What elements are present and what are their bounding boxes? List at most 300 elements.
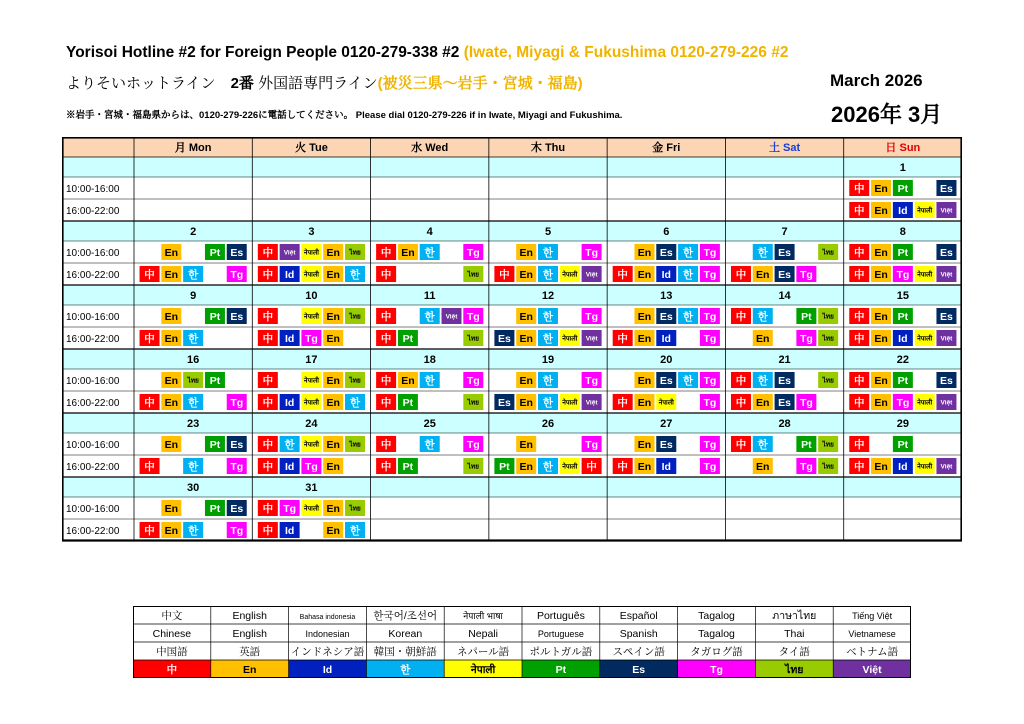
svg-text:Es: Es bbox=[940, 246, 953, 259]
language-badge-ne bbox=[301, 308, 321, 324]
svg-text:En: En bbox=[637, 332, 652, 345]
svg-text:Id: Id bbox=[284, 460, 295, 473]
language-badge-en bbox=[634, 436, 654, 452]
language-badge-pt bbox=[893, 372, 913, 388]
svg-text:한: 한 bbox=[542, 246, 554, 259]
language-badge-tg bbox=[700, 330, 720, 346]
svg-text:한: 한 bbox=[349, 396, 361, 409]
svg-text:Es: Es bbox=[230, 438, 244, 451]
weekday-label: 月 Mon bbox=[174, 142, 212, 154]
svg-text:中: 中 bbox=[380, 396, 392, 409]
language-badge-pt bbox=[205, 372, 225, 388]
svg-text:En: En bbox=[519, 438, 533, 451]
svg-text:Tg: Tg bbox=[703, 268, 717, 281]
language-badge-en bbox=[634, 330, 654, 346]
svg-text:한: 한 bbox=[683, 374, 694, 387]
language-badge-ko bbox=[753, 372, 773, 388]
svg-text:中: 中 bbox=[262, 460, 274, 473]
svg-text:Tg: Tg bbox=[283, 502, 297, 515]
language-badge-pt bbox=[398, 394, 418, 410]
svg-text:中: 中 bbox=[380, 460, 392, 473]
svg-text:한: 한 bbox=[424, 438, 435, 451]
svg-text:한: 한 bbox=[542, 310, 554, 323]
language-badge-pt bbox=[398, 458, 418, 474]
svg-text:中: 中 bbox=[262, 332, 274, 345]
svg-text:Id: Id bbox=[898, 332, 908, 345]
language-badge-es bbox=[656, 372, 676, 388]
day-number: 17 bbox=[305, 354, 318, 366]
time-slot-label: 16:00-22:00 bbox=[66, 462, 120, 473]
svg-text:ไทย: ไทย bbox=[822, 463, 834, 471]
svg-text:Pt: Pt bbox=[801, 438, 812, 451]
svg-text:中: 中 bbox=[586, 460, 597, 473]
svg-text:中: 中 bbox=[854, 332, 865, 345]
svg-text:中: 中 bbox=[144, 332, 155, 345]
language-badge-es bbox=[936, 372, 956, 388]
language-badge-th bbox=[463, 458, 483, 474]
svg-text:中: 中 bbox=[380, 332, 392, 345]
language-badge-vi bbox=[936, 202, 956, 218]
svg-text:En: En bbox=[326, 374, 340, 387]
subtitle-main: よりそいホットライン bbox=[66, 75, 231, 92]
language-badge-zh bbox=[258, 394, 278, 410]
svg-text:Việt: Việt bbox=[940, 335, 953, 343]
time-slot-label: 10:00-16:00 bbox=[66, 376, 120, 387]
svg-text:中: 中 bbox=[617, 396, 628, 409]
language-badge-en bbox=[634, 458, 654, 474]
language-badge-zh bbox=[849, 244, 869, 260]
language-badge-zh bbox=[613, 394, 633, 410]
svg-text:Việt: Việt bbox=[940, 207, 953, 215]
language-badge-zh bbox=[849, 202, 869, 218]
language-badge-ko bbox=[538, 244, 558, 260]
svg-text:En: En bbox=[164, 268, 179, 281]
svg-text:ไทย: ไทย bbox=[349, 505, 361, 513]
svg-text:En: En bbox=[519, 310, 533, 323]
svg-text:En: En bbox=[519, 332, 533, 345]
svg-text:Pt: Pt bbox=[897, 438, 909, 451]
language-badge-th bbox=[818, 308, 838, 324]
language-badge-zh bbox=[376, 458, 396, 474]
svg-text:Việt: Việt bbox=[940, 271, 953, 279]
svg-text:En: En bbox=[164, 396, 179, 409]
subtitle-accent: (被災三県～岩手・宮城・福島) bbox=[377, 75, 583, 92]
legend-cell: English bbox=[232, 628, 267, 640]
day-number: 7 bbox=[781, 226, 788, 238]
language-badge-en bbox=[871, 330, 891, 346]
svg-text:한: 한 bbox=[683, 310, 694, 323]
day-number: 3 bbox=[308, 226, 315, 238]
legend-cell: नेपाली भाषा bbox=[463, 611, 503, 621]
legend-badge: Việt bbox=[862, 664, 882, 676]
svg-text:Việt: Việt bbox=[585, 335, 598, 343]
svg-text:한: 한 bbox=[188, 460, 199, 473]
legend-badge: Es bbox=[632, 664, 646, 676]
svg-text:Id: Id bbox=[898, 460, 908, 473]
svg-text:Es: Es bbox=[778, 246, 791, 259]
language-badge-en bbox=[753, 458, 773, 474]
svg-text:Es: Es bbox=[497, 396, 511, 409]
language-badge-en bbox=[161, 266, 181, 282]
hotline-title bbox=[66, 44, 788, 62]
language-badge-en bbox=[161, 500, 181, 516]
svg-text:En: En bbox=[326, 268, 340, 281]
language-badge-zh bbox=[258, 244, 278, 260]
day-number: 20 bbox=[660, 354, 673, 366]
svg-text:En: En bbox=[874, 374, 888, 387]
language-badge-ne bbox=[301, 436, 321, 452]
language-badge-tg bbox=[700, 244, 720, 260]
svg-text:中: 中 bbox=[380, 310, 392, 323]
svg-text:Id: Id bbox=[661, 332, 671, 345]
svg-text:Es: Es bbox=[659, 246, 673, 259]
language-badge-zh bbox=[849, 394, 869, 410]
svg-text:Việt: Việt bbox=[445, 313, 458, 321]
svg-text:En: En bbox=[164, 332, 179, 345]
language-badge-tg bbox=[893, 394, 913, 410]
day-number: 6 bbox=[663, 226, 670, 238]
svg-text:ไทย: ไทย bbox=[349, 377, 361, 385]
day-number: 23 bbox=[187, 418, 200, 430]
svg-text:中: 中 bbox=[262, 310, 274, 323]
svg-text:Es: Es bbox=[778, 396, 791, 409]
day-number: 9 bbox=[190, 290, 197, 302]
language-badge-ko bbox=[678, 308, 698, 324]
language-badge-vi bbox=[936, 266, 956, 282]
language-badge-id bbox=[893, 202, 913, 218]
svg-text:Id: Id bbox=[898, 204, 908, 217]
svg-text:Es: Es bbox=[659, 374, 673, 387]
language-badge-en bbox=[398, 244, 418, 260]
svg-text:Tg: Tg bbox=[585, 246, 599, 259]
svg-text:Tg: Tg bbox=[799, 460, 813, 473]
svg-text:Việt: Việt bbox=[585, 271, 598, 279]
legend-cell: Korean bbox=[388, 628, 423, 640]
svg-text:Id: Id bbox=[661, 460, 671, 473]
svg-text:中: 中 bbox=[735, 438, 747, 451]
language-badge-en bbox=[323, 372, 343, 388]
legend-cell: タガログ語 bbox=[690, 646, 743, 658]
date-row bbox=[62, 221, 962, 241]
language-badge-en bbox=[634, 266, 654, 282]
svg-text:Pt: Pt bbox=[801, 310, 812, 323]
svg-text:Tg: Tg bbox=[230, 460, 244, 473]
legend-cell: インドネシア語 bbox=[290, 646, 365, 658]
language-badge-tg bbox=[227, 522, 247, 538]
svg-text:En: En bbox=[519, 268, 533, 281]
language-badge-en bbox=[516, 244, 536, 260]
svg-text:ไทย: ไทย bbox=[467, 463, 480, 471]
time-slot-label: 16:00-22:00 bbox=[66, 398, 120, 409]
language-badge-es bbox=[775, 244, 795, 260]
language-badge-ko bbox=[183, 330, 203, 346]
svg-text:En: En bbox=[756, 460, 770, 473]
svg-text:中: 中 bbox=[380, 374, 392, 387]
language-badge-zh bbox=[494, 266, 514, 282]
svg-text:中: 中 bbox=[735, 268, 747, 281]
svg-text:Pt: Pt bbox=[897, 246, 909, 259]
svg-text:नेपाली: नेपाली bbox=[917, 207, 933, 215]
language-badge-th bbox=[818, 330, 838, 346]
svg-text:En: En bbox=[326, 524, 340, 537]
language-badge-en bbox=[323, 394, 343, 410]
svg-text:En: En bbox=[637, 310, 652, 323]
svg-text:En: En bbox=[164, 246, 179, 259]
svg-text:中: 中 bbox=[854, 310, 865, 323]
language-badge-zh bbox=[376, 308, 396, 324]
language-badge-ne bbox=[301, 500, 321, 516]
language-badge-en bbox=[753, 330, 773, 346]
svg-text:中: 中 bbox=[617, 268, 628, 281]
language-badge-en bbox=[161, 436, 181, 452]
language-badge-th bbox=[818, 244, 838, 260]
svg-text:中: 中 bbox=[262, 502, 274, 515]
language-badge-pt bbox=[796, 436, 816, 452]
language-badge-en bbox=[161, 244, 181, 260]
svg-text:En: En bbox=[637, 396, 652, 409]
language-badge-tg bbox=[582, 244, 602, 260]
legend-cell: 韓国・朝鮮語 bbox=[373, 646, 437, 658]
svg-text:En: En bbox=[874, 246, 888, 259]
legend-badge: En bbox=[242, 664, 257, 676]
language-badge-th bbox=[345, 500, 365, 516]
language-badge-tg bbox=[463, 372, 483, 388]
legend-cell: Vietnamese bbox=[848, 629, 896, 639]
svg-text:中: 中 bbox=[854, 204, 865, 217]
legend-cell: Nepali bbox=[468, 628, 498, 640]
svg-text:नेपाली: नेपाली bbox=[917, 271, 933, 279]
day-number: 4 bbox=[426, 226, 433, 238]
svg-text:En: En bbox=[519, 396, 533, 409]
legend-badge: Id bbox=[322, 664, 333, 676]
svg-text:한: 한 bbox=[424, 246, 435, 259]
language-badge-ko bbox=[678, 266, 698, 282]
svg-text:한: 한 bbox=[542, 396, 554, 409]
legend-cell: Español bbox=[619, 610, 658, 622]
svg-text:नेपाली: नेपाली bbox=[562, 271, 578, 279]
legend-cell: ネパール語 bbox=[457, 646, 510, 658]
language-badge-ko bbox=[420, 244, 440, 260]
svg-text:中: 中 bbox=[262, 268, 274, 281]
language-badge-pt bbox=[205, 500, 225, 516]
svg-text:Es: Es bbox=[230, 310, 244, 323]
svg-text:ไทย: ไทย bbox=[467, 335, 480, 343]
svg-text:Pt: Pt bbox=[209, 502, 221, 515]
svg-text:Es: Es bbox=[940, 310, 953, 323]
language-badge-en bbox=[516, 458, 536, 474]
language-badge-th bbox=[818, 436, 838, 452]
language-badge-es bbox=[494, 394, 514, 410]
language-badge-es bbox=[227, 500, 247, 516]
day-number: 29 bbox=[896, 418, 909, 430]
dial-note: ※岩手・宮城・福島県からは、0120-279-226に電話してください。 Please dial 0120-279-226 if in Iwate, Miyagi and Fukushima. bbox=[66, 110, 623, 121]
language-badge-zh bbox=[849, 372, 869, 388]
svg-text:中: 中 bbox=[144, 268, 155, 281]
svg-text:ไทย: ไทย bbox=[349, 249, 361, 257]
language-badge-th bbox=[818, 458, 838, 474]
svg-text:ไทย: ไทย bbox=[349, 441, 361, 449]
svg-text:Tg: Tg bbox=[230, 524, 244, 537]
svg-text:Tg: Tg bbox=[703, 332, 717, 345]
svg-text:中: 中 bbox=[262, 438, 274, 451]
svg-text:Es: Es bbox=[659, 310, 673, 323]
svg-text:Es: Es bbox=[659, 438, 673, 451]
svg-text:En: En bbox=[326, 460, 340, 473]
svg-text:नेपाली: नेपाली bbox=[917, 399, 933, 407]
language-badge-ko bbox=[538, 394, 558, 410]
day-number: 30 bbox=[187, 482, 200, 494]
language-badge-en bbox=[161, 330, 181, 346]
svg-text:Tg: Tg bbox=[466, 310, 480, 323]
day-number: 5 bbox=[544, 226, 552, 238]
svg-text:中: 中 bbox=[617, 332, 628, 345]
svg-text:Tg: Tg bbox=[896, 268, 910, 281]
language-badge-zh bbox=[258, 522, 278, 538]
svg-text:ไทย: ไทย bbox=[187, 377, 199, 385]
language-badge-ko bbox=[538, 372, 558, 388]
language-badge-ko bbox=[183, 458, 203, 474]
title-main: Yorisoi Hotline #2 for Foreign People 0120-279-338 #2 bbox=[66, 44, 464, 61]
language-badge-ko bbox=[345, 266, 365, 282]
legend-cell: スペイン語 bbox=[612, 646, 665, 658]
language-badge-es bbox=[936, 244, 956, 260]
language-badge-zh bbox=[582, 458, 602, 474]
svg-text:Id: Id bbox=[284, 268, 295, 281]
language-badge-th bbox=[463, 330, 483, 346]
svg-text:Pt: Pt bbox=[402, 396, 414, 409]
language-badge-en bbox=[161, 394, 181, 410]
language-badge-en bbox=[516, 308, 536, 324]
language-badge-th bbox=[345, 372, 365, 388]
svg-text:ไทย: ไทย bbox=[467, 399, 480, 407]
time-slot-label: 10:00-16:00 bbox=[66, 312, 120, 323]
language-badge-tg bbox=[582, 308, 602, 324]
language-badge-en bbox=[323, 458, 343, 474]
legend-cell: 한국어/조선어 bbox=[373, 610, 438, 622]
language-badge-ko bbox=[420, 372, 440, 388]
language-badge-ko bbox=[678, 244, 698, 260]
language-badge-zh bbox=[376, 330, 396, 346]
svg-text:En: En bbox=[519, 460, 533, 473]
language-badge-zh bbox=[731, 394, 751, 410]
language-badge-zh bbox=[140, 522, 160, 538]
weekday-label: 火 Tue bbox=[295, 142, 328, 154]
language-badge-zh bbox=[849, 330, 869, 346]
language-badge-tg bbox=[463, 244, 483, 260]
language-badge-tg bbox=[700, 458, 720, 474]
language-badge-tg bbox=[582, 436, 602, 452]
day-number: 18 bbox=[423, 354, 436, 366]
language-badge-vi bbox=[936, 394, 956, 410]
svg-text:En: En bbox=[401, 374, 415, 387]
language-badge-pt bbox=[796, 308, 816, 324]
legend-cell: Chinese bbox=[152, 628, 192, 640]
language-badge-zh bbox=[376, 394, 396, 410]
svg-text:नेपाली: नेपाली bbox=[658, 399, 674, 407]
svg-text:Tg: Tg bbox=[305, 460, 318, 473]
language-badge-tg bbox=[700, 372, 720, 388]
legend-cell: 英語 bbox=[239, 646, 261, 658]
svg-text:Tg: Tg bbox=[896, 396, 910, 409]
language-badge-en bbox=[516, 330, 536, 346]
language-badge-zh bbox=[376, 244, 396, 260]
svg-text:En: En bbox=[874, 460, 888, 473]
legend-cell: Spanish bbox=[619, 628, 658, 640]
time-slot-label: 16:00-22:00 bbox=[66, 334, 120, 345]
svg-text:नेपाली: नेपाली bbox=[303, 377, 319, 385]
language-badge-en bbox=[871, 458, 891, 474]
weekday-label: 日 Sun bbox=[885, 142, 921, 154]
language-badge-zh bbox=[140, 330, 160, 346]
language-badge-es bbox=[227, 308, 247, 324]
language-badge-ko bbox=[183, 394, 203, 410]
svg-text:Việt: Việt bbox=[940, 399, 953, 407]
language-badge-pt bbox=[398, 330, 418, 346]
svg-text:Id: Id bbox=[284, 396, 295, 409]
svg-text:Tg: Tg bbox=[466, 246, 480, 259]
svg-text:Pt: Pt bbox=[209, 246, 221, 259]
language-badge-id bbox=[280, 458, 300, 474]
language-badge-en bbox=[516, 394, 536, 410]
svg-text:नेपाली: नेपाली bbox=[917, 335, 933, 343]
language-badge-tg bbox=[796, 266, 816, 282]
language-badge-en bbox=[323, 500, 343, 516]
language-badge-zh bbox=[258, 500, 278, 516]
day-number: 11 bbox=[423, 290, 436, 302]
language-badge-zh bbox=[258, 458, 278, 474]
language-badge-tg bbox=[301, 458, 321, 474]
svg-text:Pt: Pt bbox=[402, 460, 414, 473]
language-badge-en bbox=[161, 372, 181, 388]
svg-text:En: En bbox=[637, 246, 652, 259]
svg-text:中: 中 bbox=[617, 460, 628, 473]
svg-text:中: 中 bbox=[380, 268, 392, 281]
svg-text:नेपाली: नेपाली bbox=[562, 335, 578, 343]
legend-cell: タイ語 bbox=[778, 646, 810, 658]
svg-text:한: 한 bbox=[542, 268, 554, 281]
time-slot-label: 10:00-16:00 bbox=[66, 504, 120, 515]
language-badge-ko bbox=[678, 372, 698, 388]
svg-text:한: 한 bbox=[424, 310, 435, 323]
language-badge-zh bbox=[258, 308, 278, 324]
date-row bbox=[62, 285, 962, 305]
svg-text:En: En bbox=[874, 204, 888, 217]
weekday-label: 土 Sat bbox=[768, 142, 801, 154]
language-badge-zh bbox=[849, 436, 869, 452]
svg-text:En: En bbox=[756, 332, 770, 345]
language-badge-es bbox=[656, 308, 676, 324]
language-badge-es bbox=[936, 308, 956, 324]
language-badge-en bbox=[323, 522, 343, 538]
language-badge-zh bbox=[140, 266, 160, 282]
language-badge-zh bbox=[140, 394, 160, 410]
language-badge-pt bbox=[205, 308, 225, 324]
svg-text:Es: Es bbox=[230, 502, 244, 515]
day-number: 1 bbox=[899, 162, 906, 174]
day-number: 24 bbox=[305, 418, 318, 430]
svg-text:한: 한 bbox=[757, 246, 768, 259]
svg-text:Es: Es bbox=[940, 182, 953, 195]
legend-cell: English bbox=[232, 610, 267, 622]
language-badge-pt bbox=[893, 308, 913, 324]
svg-text:한: 한 bbox=[424, 374, 435, 387]
language-badge-id bbox=[280, 394, 300, 410]
language-badge-en bbox=[871, 308, 891, 324]
svg-text:Tg: Tg bbox=[799, 396, 813, 409]
svg-text:中: 中 bbox=[262, 374, 274, 387]
language-badge-en bbox=[753, 394, 773, 410]
legend-cell: ポルトガル語 bbox=[529, 646, 593, 658]
